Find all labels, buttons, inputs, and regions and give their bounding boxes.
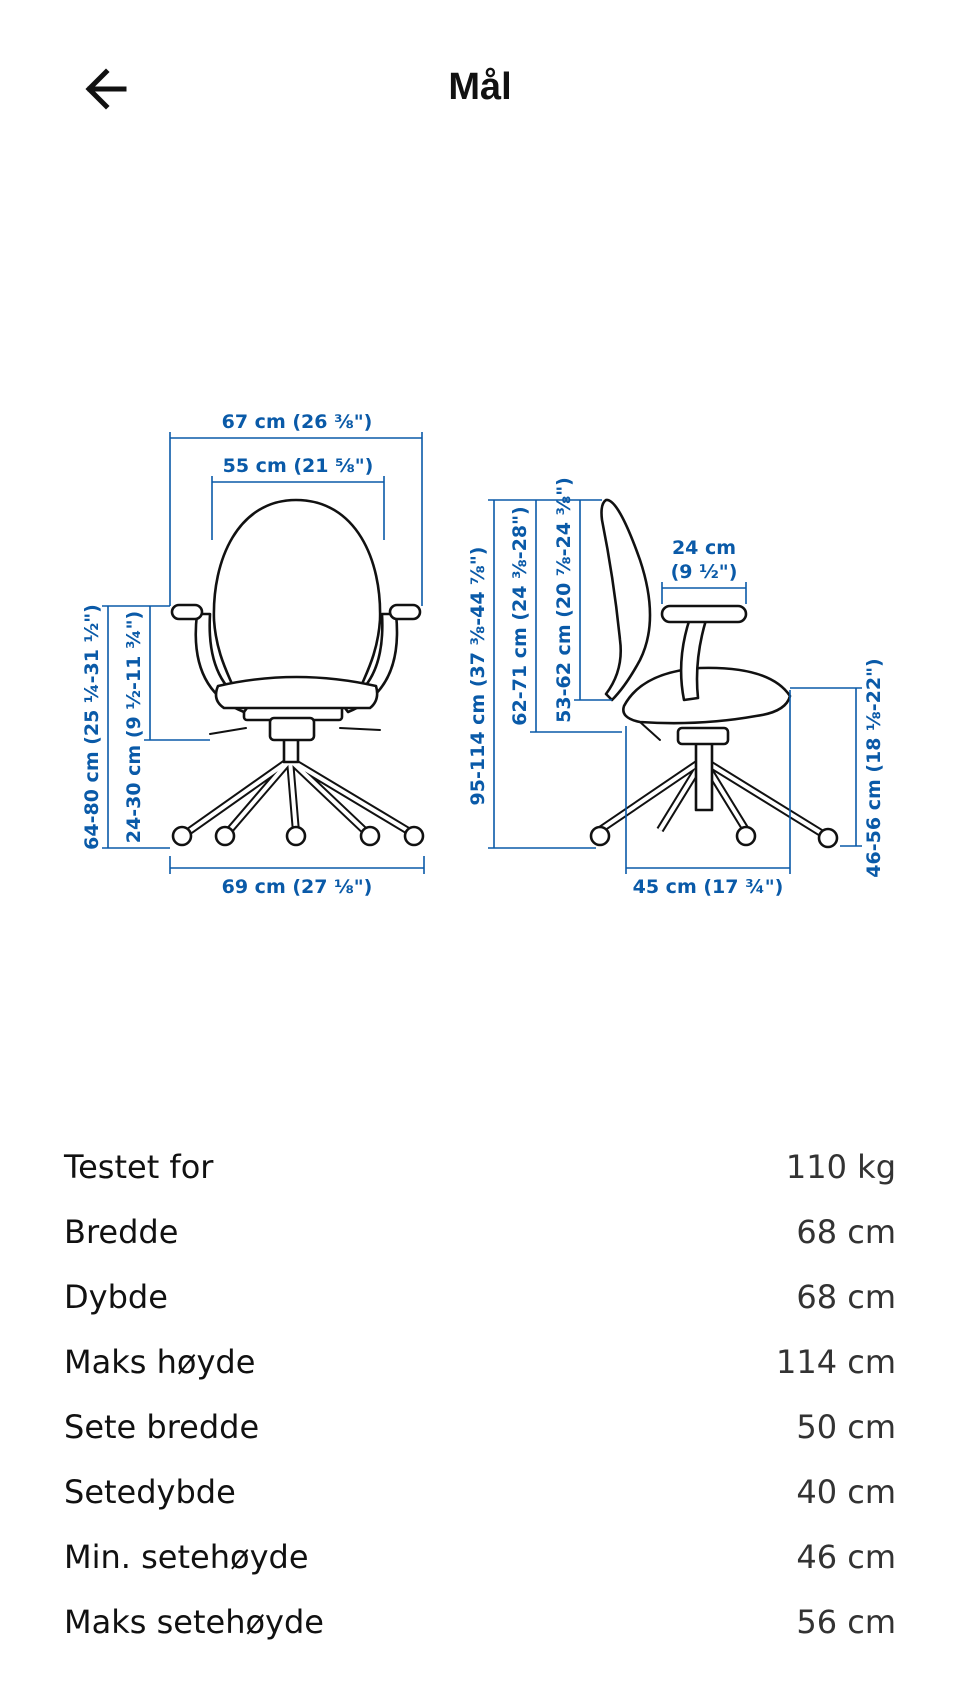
spec-row	[64, 1329, 896, 1394]
spec-label: Testet for	[64, 1147, 214, 1186]
spec-value: 110 kg	[785, 1147, 896, 1186]
spec-row	[64, 1589, 896, 1654]
dim-overall-width: 67 cm (26 ⅜")	[221, 411, 373, 433]
spec-label: Maks høyde	[64, 1342, 256, 1381]
spec-label: Min. setehøyde	[64, 1537, 309, 1576]
spec-row	[64, 1264, 896, 1329]
spec-value: 40 cm	[796, 1472, 896, 1511]
dim-armrest-height: 64-80 cm (25 ¼-31 ½")	[81, 604, 103, 850]
dimension-diagram	[0, 380, 960, 920]
page-title: Mål	[448, 66, 512, 108]
dim-seat-depth: 45 cm (17 ¾")	[632, 876, 784, 898]
spec-label: Sete bredde	[64, 1407, 260, 1446]
spec-value: 46 cm	[796, 1537, 896, 1576]
dim-inner-width: 55 cm (21 ⅝")	[222, 455, 374, 477]
spec-list	[64, 1134, 896, 1654]
spec-value: 50 cm	[796, 1407, 896, 1446]
dim-total-height: 95-114 cm (37 ⅜-44 ⅞")	[467, 546, 489, 806]
spec-value: 114 cm	[775, 1342, 896, 1381]
spec-row	[64, 1394, 896, 1459]
spec-label: Maks setehøyde	[64, 1602, 324, 1641]
spec-value: 56 cm	[796, 1602, 896, 1641]
spec-label: Bredde	[64, 1212, 179, 1251]
dim-armrest-depth-line1: 24 cm	[671, 537, 737, 559]
dim-armrest-depth-line2: (9 ½")	[670, 561, 738, 583]
dim-back-height: 62-71 cm (24 ⅜-28")	[509, 506, 531, 726]
spec-value: 68 cm	[796, 1212, 896, 1251]
spec-label: Setedybde	[64, 1472, 236, 1511]
spec-label: Dybde	[64, 1277, 168, 1316]
dim-seat-height: 46-56 cm (18 ⅛-22")	[863, 658, 885, 878]
header	[0, 0, 960, 175]
chair-front-view	[172, 500, 423, 845]
dim-base-width: 69 cm (27 ⅛")	[221, 876, 373, 898]
dim-armrest-to-seat: 24-30 cm (9 ½-11 ¾")	[123, 610, 145, 844]
spec-value: 68 cm	[796, 1277, 896, 1316]
spec-row	[64, 1459, 896, 1524]
spec-row	[64, 1134, 896, 1199]
spec-row	[64, 1524, 896, 1589]
dim-backrest-height: 53-62 cm (20 ⅞-24 ⅜")	[553, 477, 575, 723]
spec-row	[64, 1199, 896, 1264]
